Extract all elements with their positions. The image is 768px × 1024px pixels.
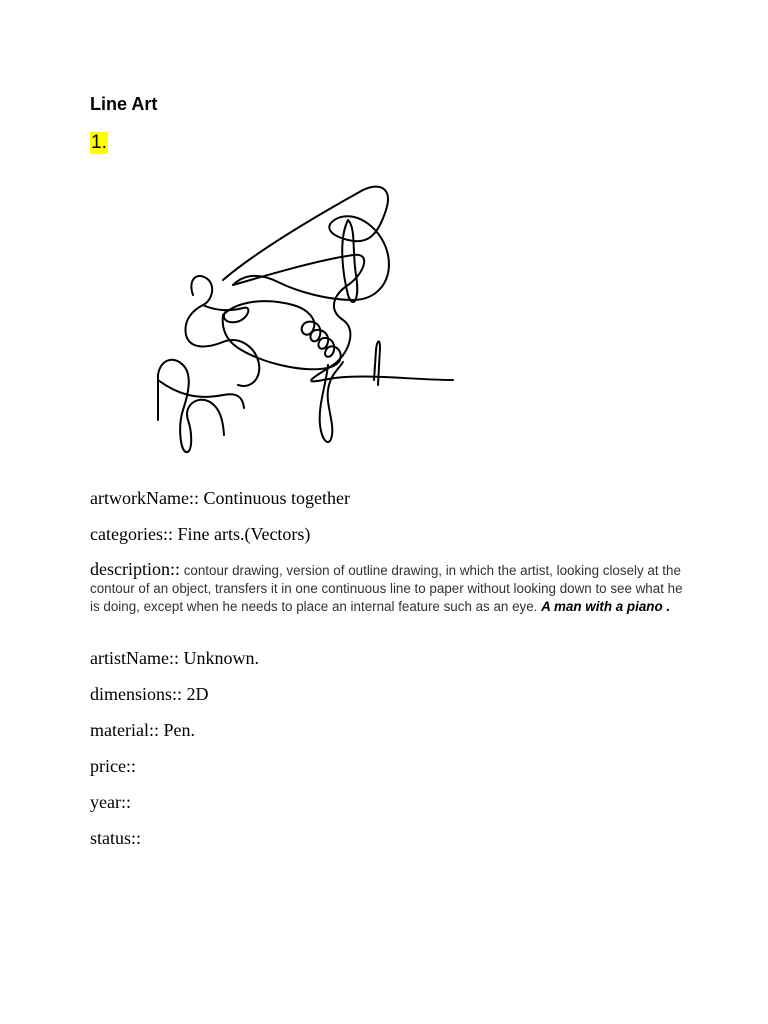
material-field: material:: Pen. bbox=[90, 720, 195, 740]
artwork-image bbox=[148, 180, 458, 460]
price-field: price:: bbox=[90, 756, 136, 776]
year-field: year:: bbox=[90, 792, 131, 812]
bench-seat-stroke bbox=[158, 380, 244, 408]
description-emphasis: A man with a piano . bbox=[541, 599, 671, 614]
dimensions-field: dimensions:: 2D bbox=[90, 684, 209, 704]
categories-field: categories:: Fine arts.(Vectors) bbox=[90, 524, 311, 544]
artwork-name-field: artworkName:: Continuous together bbox=[90, 488, 350, 508]
lid-loop-stroke bbox=[342, 220, 357, 302]
page-title: Line Art bbox=[90, 94, 158, 114]
piano-leg-stroke-2 bbox=[374, 341, 380, 385]
man-figure-stroke bbox=[185, 276, 259, 386]
status-field: status:: bbox=[90, 828, 142, 848]
bench-stroke bbox=[158, 360, 224, 452]
keyboard-stroke bbox=[223, 301, 341, 369]
description-text: contour drawing, version of outline drawing, in which the artist, looking closely at the contour of an object, transfers it in one continuous line to paper without looking down to see what he is doing, except when he needs to place an internal feature such as an eye. bbox=[90, 563, 683, 614]
piano-lid-stroke bbox=[223, 187, 389, 300]
description-field bbox=[90, 560, 685, 616]
item-number: 1. bbox=[91, 132, 107, 153]
artist-name-field: artistName:: Unknown. bbox=[90, 648, 259, 668]
description-label: description:: bbox=[90, 559, 180, 579]
piano-leg-stroke bbox=[320, 362, 343, 442]
